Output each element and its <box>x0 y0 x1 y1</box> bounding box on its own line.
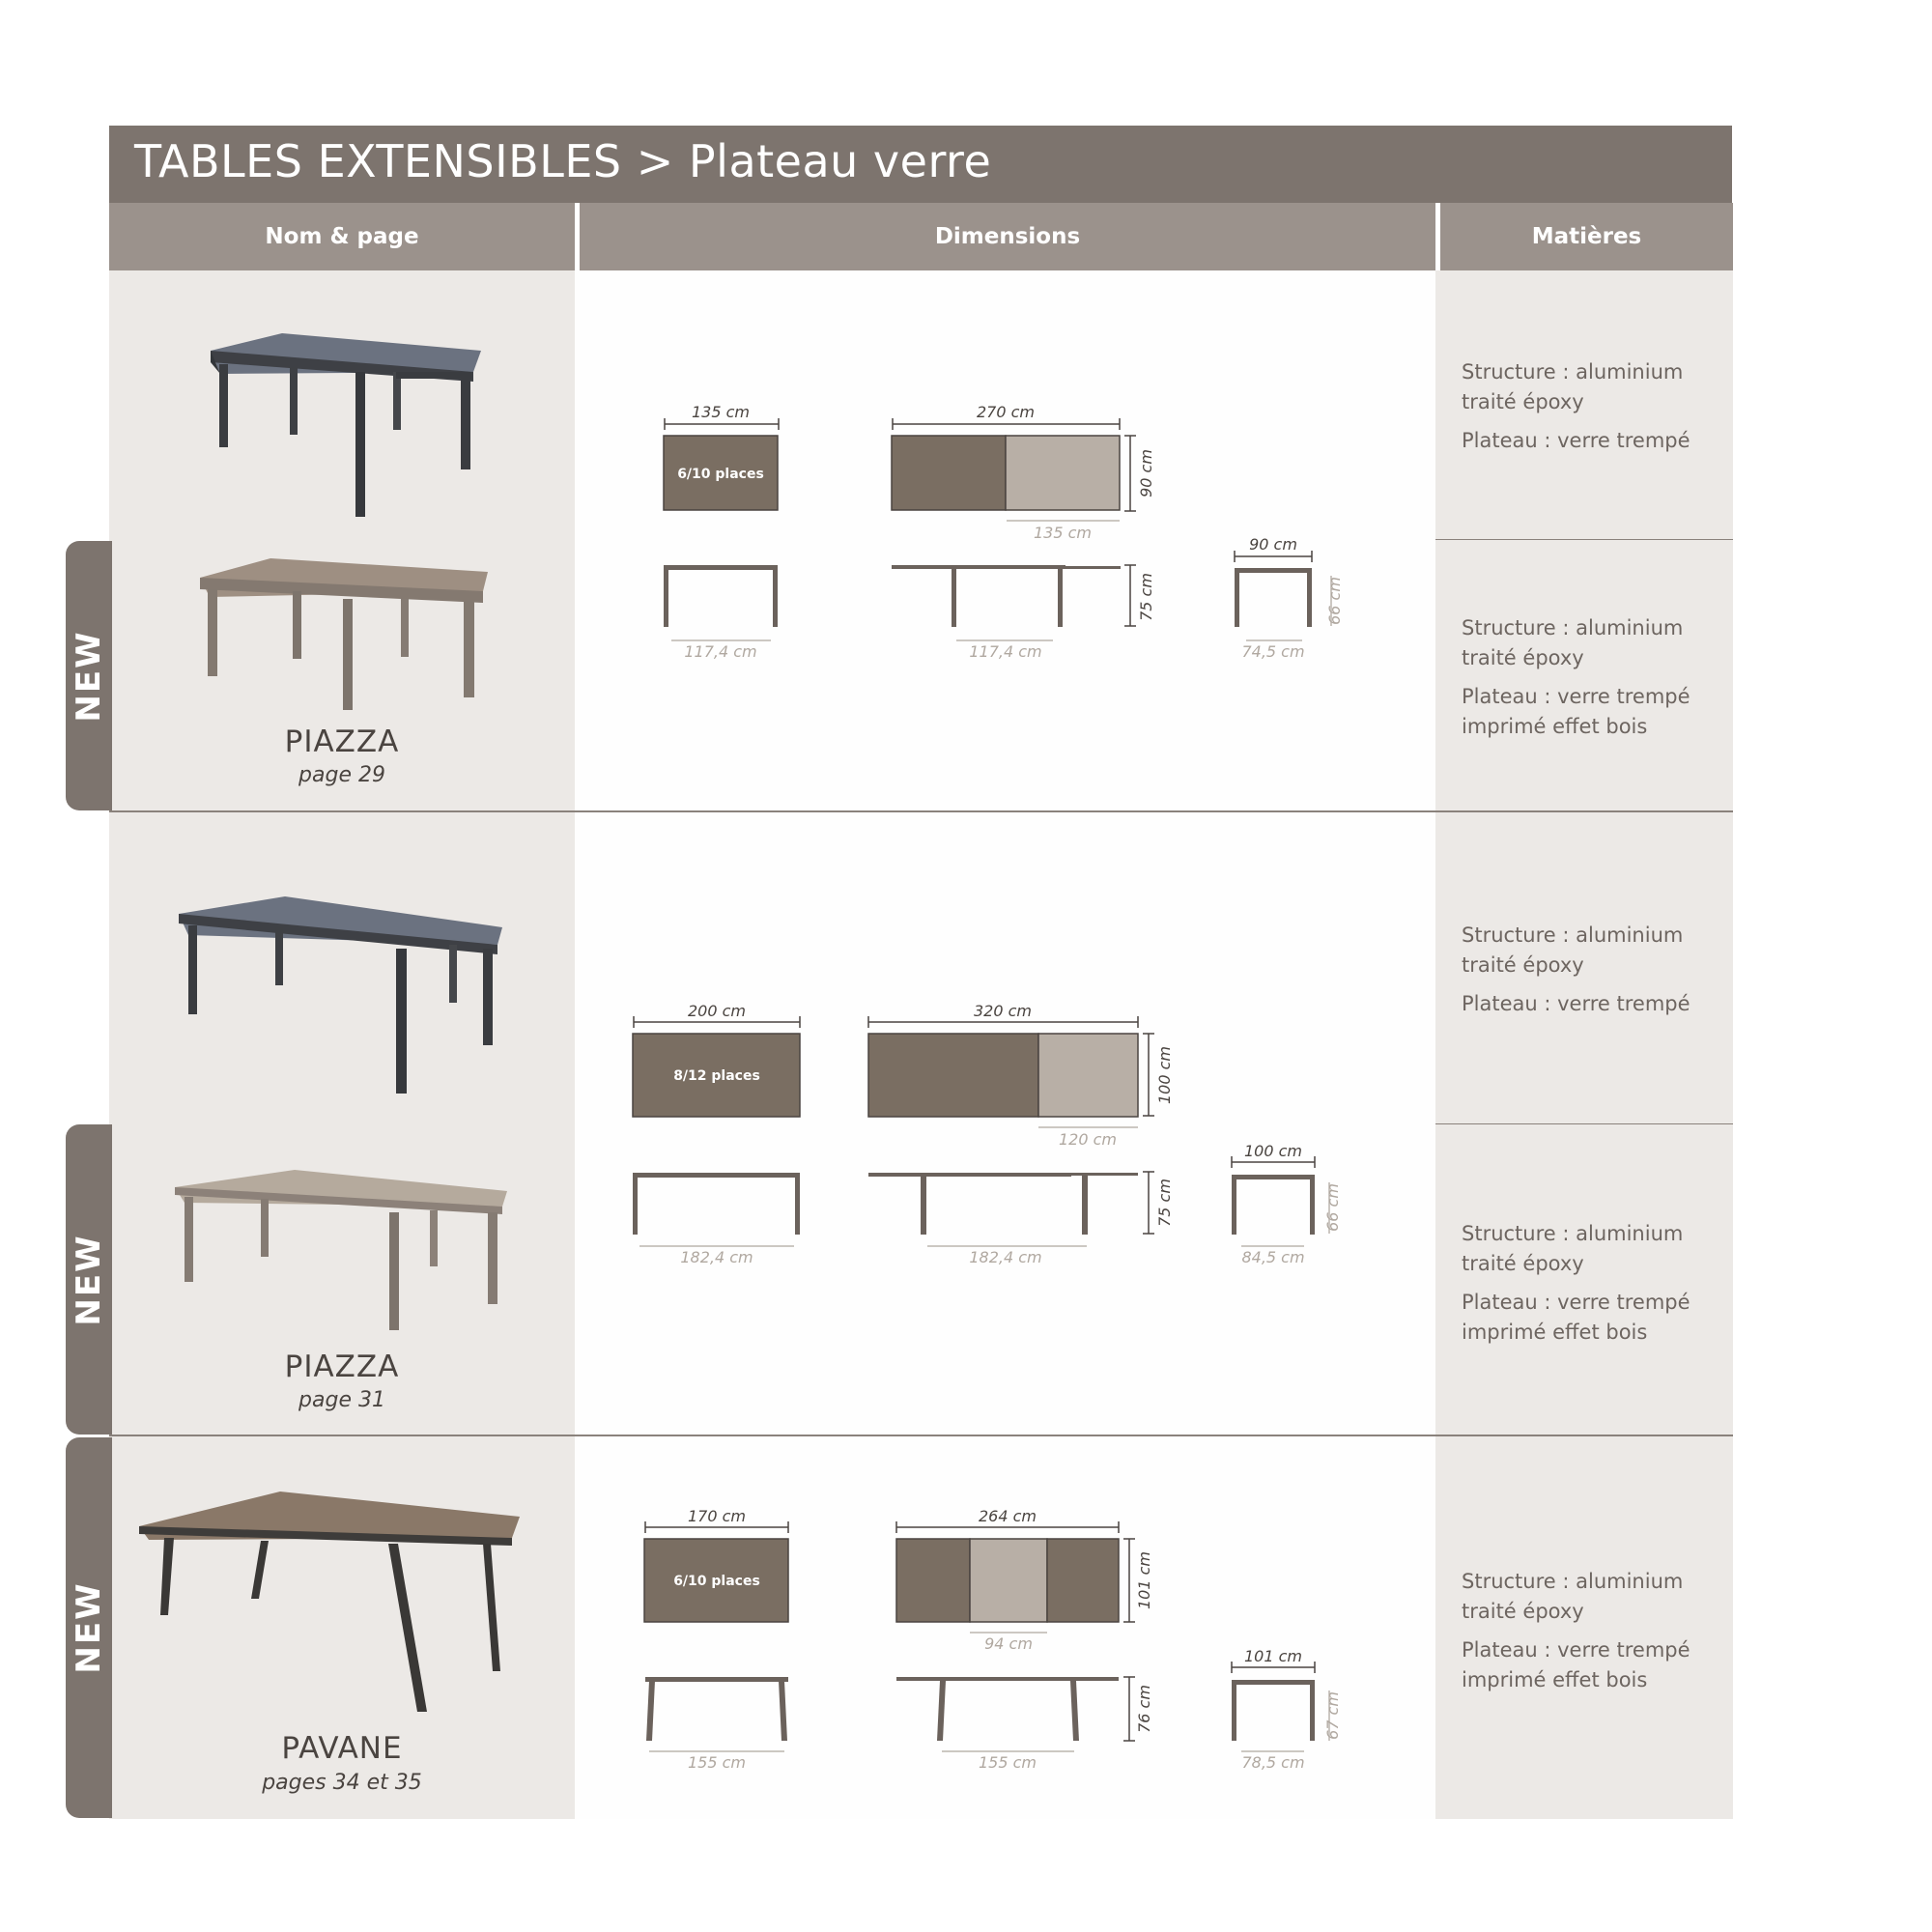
material-divider <box>1435 539 1733 540</box>
dim-top-width: 135 cm <box>691 403 751 421</box>
material-line: Structure : aluminium traité époxy <box>1462 360 1684 413</box>
title-part: TABLES EXTENSIBLES <box>134 135 622 187</box>
materials-text <box>1462 1219 1722 1356</box>
dim-extended-leg-span: 117,4 cm <box>969 642 1042 661</box>
new-badge <box>66 1437 112 1818</box>
seating-places: 8/12 places <box>673 1068 760 1084</box>
column-header-materials: Matières <box>1440 203 1733 270</box>
product-page: page 29 <box>298 763 385 787</box>
material-line: Plateau : verre trempé <box>1462 429 1690 452</box>
new-badge-label: NEW <box>70 629 108 723</box>
page-title <box>134 135 991 187</box>
table-glass-dark-image <box>169 889 507 1101</box>
dim-height: 75 cm <box>1155 1179 1174 1227</box>
dim-side-width: 90 cm <box>1249 535 1297 554</box>
material-line: Structure : aluminium traité époxy <box>1462 1570 1684 1623</box>
dim-side-width: 101 cm <box>1243 1647 1303 1665</box>
material-line: Plateau : verre trempé imprimé effet bois <box>1462 1291 1690 1344</box>
material-divider <box>1435 1123 1733 1124</box>
dim-side-leg-span: 74,5 cm <box>1241 642 1305 661</box>
table-glass-dark-image <box>193 324 493 526</box>
dim-leg-span: 117,4 cm <box>684 642 757 661</box>
dim-extended-width: 270 cm <box>976 403 1036 421</box>
new-badge <box>66 541 112 810</box>
seating-places: 6/10 places <box>677 467 764 482</box>
dim-under-height: 66 cm <box>1323 1183 1342 1232</box>
table-wood-effect-image <box>169 1164 512 1338</box>
column-header-name: Nom & page <box>109 203 575 270</box>
title-part: Plateau verre <box>688 135 992 187</box>
dim-extension: 135 cm <box>1033 524 1093 542</box>
table-pavane-image <box>135 1488 526 1724</box>
dim-side-width: 100 cm <box>1243 1142 1303 1160</box>
new-badge <box>66 1124 112 1435</box>
table-wood-effect-image <box>188 551 497 744</box>
materials-text <box>1462 357 1722 465</box>
dim-under-height: 67 cm <box>1323 1691 1342 1740</box>
dim-top-width: 170 cm <box>687 1507 747 1525</box>
dim-side-leg-span: 84,5 cm <box>1241 1248 1305 1266</box>
new-badge-label: NEW <box>70 1233 108 1326</box>
material-line: Structure : aluminium traité époxy <box>1462 1222 1684 1275</box>
title-part: > <box>636 135 674 187</box>
new-badge-label: NEW <box>70 1581 108 1674</box>
column-divider <box>1435 203 1440 270</box>
material-line: Structure : aluminium traité époxy <box>1462 616 1684 669</box>
dim-extended-leg-span: 182,4 cm <box>969 1248 1042 1266</box>
materials-text <box>1462 1567 1722 1704</box>
dimension-diagram <box>575 812 1435 1435</box>
dim-extension: 94 cm <box>984 1634 1033 1653</box>
product-name: PAVANE <box>281 1731 403 1766</box>
dim-depth: 100 cm <box>1155 1045 1174 1105</box>
dim-top-width: 200 cm <box>687 1002 747 1020</box>
material-line: Plateau : verre trempé imprimé effet bois <box>1462 685 1690 738</box>
dim-depth: 90 cm <box>1137 449 1155 497</box>
column-divider <box>575 203 580 270</box>
dim-side-leg-span: 78,5 cm <box>1241 1753 1305 1772</box>
dim-extended-leg-span: 155 cm <box>978 1753 1037 1772</box>
dimension-diagram <box>575 270 1435 811</box>
product-page: page 31 <box>298 1388 385 1412</box>
dim-leg-span: 182,4 cm <box>680 1248 753 1266</box>
seating-places: 6/10 places <box>673 1574 760 1589</box>
material-line: Structure : aluminium traité époxy <box>1462 923 1684 977</box>
materials-text <box>1462 921 1722 1028</box>
product-page: pages 34 et 35 <box>262 1771 422 1795</box>
material-line: Plateau : verre trempé <box>1462 992 1690 1015</box>
product-name: PIAZZA <box>284 724 400 759</box>
dim-extended-width: 264 cm <box>978 1507 1037 1525</box>
dim-under-height: 66 cm <box>1325 577 1344 625</box>
dimension-diagram <box>575 1436 1435 1818</box>
product-name: PIAZZA <box>284 1350 400 1384</box>
material-line: Plateau : verre trempé imprimé effet bois <box>1462 1638 1690 1691</box>
dim-leg-span: 155 cm <box>687 1753 747 1772</box>
dim-extended-width: 320 cm <box>973 1002 1033 1020</box>
materials-text <box>1462 613 1722 751</box>
dim-depth: 101 cm <box>1135 1550 1153 1610</box>
dim-extension: 120 cm <box>1058 1130 1118 1149</box>
dim-height: 76 cm <box>1135 1685 1153 1733</box>
dim-height: 75 cm <box>1137 573 1155 621</box>
column-header-dimensions: Dimensions <box>580 203 1435 270</box>
